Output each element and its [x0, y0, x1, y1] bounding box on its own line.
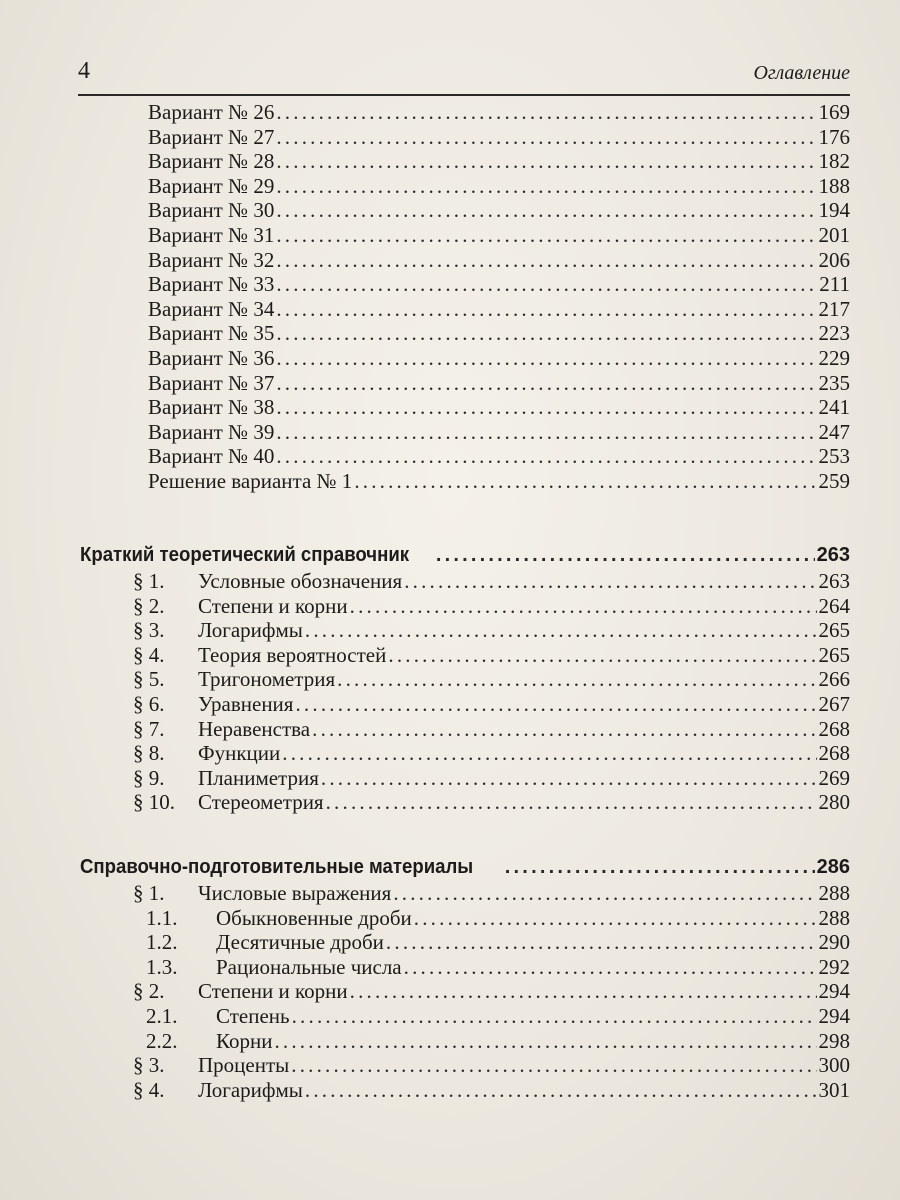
toc-entry-theory[interactable]: [133, 692, 850, 717]
toc-entry-page: 188: [818, 173, 850, 198]
toc-entry-label: Логарифмы: [198, 618, 303, 643]
toc-entry-label: Десятичные дроби: [216, 930, 384, 955]
toc-entry-number: 1.2.: [146, 930, 178, 955]
toc-entry-page: 268: [818, 741, 850, 766]
toc-entry-label: Вариант № 31: [148, 223, 275, 247]
toc-subentry-prep[interactable]: [146, 1004, 850, 1029]
toc-entry-number: 1.1.: [146, 905, 178, 930]
toc-entry-theory[interactable]: [133, 569, 850, 594]
toc-entry-page: 269: [818, 765, 850, 790]
toc-entry-page: 169: [818, 100, 850, 124]
toc-entry-page: 263: [818, 569, 850, 593]
toc-entry-label: Вариант № 26: [148, 100, 275, 124]
dot-leader: [276, 321, 816, 346]
toc-entry-variant[interactable]: [148, 420, 850, 445]
toc-entry-number: § 7.: [133, 716, 165, 741]
toc-entry-number: 1.3.: [146, 954, 178, 979]
toc-entry-label: Рациональные числа: [216, 954, 402, 979]
toc-entry-number: § 2.: [133, 979, 165, 1004]
toc-entry-page: 259: [818, 469, 850, 493]
dot-leader: [337, 667, 816, 692]
toc-entry-label: Уравнения: [198, 692, 294, 716]
toc-entry-page: 235: [818, 370, 850, 395]
toc-entry-label: Неравенства: [198, 716, 311, 741]
dot-leader: [276, 100, 816, 125]
toc-entry-page: 267: [818, 692, 850, 716]
toc-entry-page: 265: [818, 642, 850, 667]
toc-entry-label: Обыкновенные дроби: [216, 905, 412, 930]
toc-entry-label: Условные обозначения: [198, 569, 403, 593]
dot-leader: [321, 766, 817, 791]
toc-subentry-prep[interactable]: [146, 930, 850, 955]
toc-entry-label: Числовые выражения: [198, 881, 392, 905]
toc-entry-number: § 9.: [133, 765, 165, 790]
toc-entry-variant[interactable]: [148, 469, 850, 494]
toc-entry-label: Вариант № 33: [148, 272, 275, 297]
toc-section-prep[interactable]: [80, 856, 850, 879]
toc-entry-page: 176: [818, 124, 850, 149]
page-number: 4: [78, 58, 90, 84]
toc-entry-label: Справочно-подготовительные материалы: [80, 856, 474, 878]
dot-leader: [292, 1004, 817, 1029]
toc-entry-label: Стереометрия: [198, 790, 324, 815]
dot-leader: [276, 395, 816, 420]
toc-entry-number: § 3.: [133, 618, 165, 643]
dot-leader: [276, 297, 816, 322]
toc-entry-page: 211: [819, 272, 850, 297]
dot-leader: [295, 692, 816, 717]
toc-entry-page: 253: [818, 444, 850, 469]
toc-entry-page: 290: [818, 930, 850, 955]
toc-entry-label: Планиметрия: [198, 765, 319, 790]
dot-leader: [404, 569, 816, 594]
dot-leader: [350, 594, 817, 619]
toc-entry-number: 2.1.: [146, 1004, 178, 1028]
toc-entry-variant[interactable]: [148, 248, 850, 273]
toc-entry-page: 288: [818, 905, 850, 930]
toc-entry-label: Вариант № 39: [148, 419, 275, 444]
dot-leader: [276, 125, 816, 150]
toc-entry-theory[interactable]: [133, 594, 850, 619]
dot-leader: [354, 469, 816, 494]
toc-entry-number: § 10.: [133, 790, 175, 815]
toc-section-theory[interactable]: [80, 544, 850, 567]
toc-entry-number: § 4.: [133, 1077, 165, 1102]
toc-entry-theory[interactable]: [133, 643, 850, 668]
dot-leader: [276, 149, 816, 174]
toc-entry-page: 194: [818, 198, 850, 223]
toc-entry-label: Вариант № 32: [148, 247, 275, 272]
toc-entry-page: 241: [818, 395, 850, 420]
dot-leader: [414, 906, 817, 931]
dot-leader: [436, 544, 815, 567]
toc-subentry-prep[interactable]: [146, 906, 850, 931]
toc-entry-variant[interactable]: [148, 223, 850, 248]
dot-leader: [305, 618, 817, 643]
toc-entry-page: 247: [818, 419, 850, 444]
dot-leader: [350, 979, 817, 1004]
toc-entry-variant[interactable]: [148, 174, 850, 199]
toc-entry-theory[interactable]: [133, 766, 850, 791]
toc-entry-label: Тригонометрия: [198, 667, 336, 692]
toc-entry-page: 223: [818, 321, 850, 346]
toc-entry-label: Вариант № 38: [148, 395, 275, 420]
toc-entry-page: 229: [818, 346, 850, 370]
toc-entry-page: 292: [818, 954, 850, 979]
toc-entry-number: 2.2.: [146, 1028, 178, 1053]
toc-entry-label: Степень: [216, 1004, 290, 1028]
running-title: Оглавление: [753, 62, 850, 84]
toc-entry-page: 263: [816, 544, 850, 566]
toc-entry-variant[interactable]: [148, 125, 850, 150]
toc-entry-page: 301: [818, 1077, 850, 1102]
page-header: [78, 52, 850, 96]
dot-leader: [276, 248, 816, 273]
dot-leader: [276, 174, 816, 199]
toc-entry-label: Решение варианта № 1: [148, 469, 353, 493]
toc-entry-label: Корни: [216, 1028, 273, 1053]
dot-leader: [393, 881, 816, 906]
toc-entry-label: Функции: [198, 741, 281, 766]
toc-entry-label: Вариант № 34: [148, 296, 275, 321]
dot-leader: [386, 930, 817, 955]
toc-entry-page: 182: [818, 149, 850, 174]
toc-entry-number: § 6.: [133, 692, 165, 716]
toc-entry-number: § 8.: [133, 741, 165, 766]
toc-entry-page: 264: [818, 593, 850, 618]
toc-entry-prep[interactable]: [133, 979, 850, 1004]
dot-leader: [305, 1078, 817, 1103]
toc-entry-label: Вариант № 30: [148, 198, 275, 223]
toc-entry-page: 288: [818, 881, 850, 905]
toc-entry-label: Вариант № 27: [148, 124, 275, 149]
toc-entry-number: § 3.: [133, 1053, 165, 1078]
dot-leader: [276, 444, 816, 469]
dot-leader: [276, 223, 816, 248]
toc-entry-label: Вариант № 28: [148, 149, 275, 174]
toc-entry-page: 265: [818, 618, 850, 643]
dot-leader: [312, 717, 816, 742]
toc-entry-page: 206: [818, 247, 850, 272]
dot-leader: [276, 420, 816, 445]
toc-entry-page: 201: [818, 223, 850, 247]
toc-entry-variant[interactable]: [148, 395, 850, 420]
toc-entry-number: § 1.: [133, 569, 165, 593]
dot-leader: [326, 790, 817, 815]
dot-leader: [505, 856, 815, 879]
toc-entry-page: 217: [818, 296, 850, 321]
toc-entry-number: § 1.: [133, 881, 165, 905]
toc-entry-theory[interactable]: [133, 717, 850, 742]
toc-entry-page: 280: [818, 790, 850, 815]
toc-entry-page: 286: [816, 856, 850, 878]
toc-entry-prep[interactable]: [133, 1053, 850, 1078]
toc-entry-label: Логарифмы: [198, 1077, 303, 1102]
toc-entry-number: § 4.: [133, 642, 165, 667]
dot-leader: [276, 346, 816, 371]
dot-leader: [282, 741, 816, 766]
toc-entry-label: Проценты: [198, 1053, 290, 1078]
toc-entry-variant[interactable]: [148, 198, 850, 223]
toc-entry-label: Вариант № 29: [148, 173, 275, 198]
dot-leader: [291, 1053, 816, 1078]
dot-leader: [276, 198, 816, 223]
toc-entry-label: Степени и корни: [198, 979, 348, 1004]
dot-leader: [276, 272, 817, 297]
toc-entry-variant[interactable]: [148, 371, 850, 396]
toc-entry-label: Вариант № 36: [148, 346, 275, 370]
dot-leader: [274, 1029, 816, 1054]
toc-entry-page: 300: [818, 1053, 850, 1078]
toc-entry-number: § 5.: [133, 667, 165, 692]
toc-entry-variant[interactable]: [148, 297, 850, 322]
toc-entry-page: 266: [818, 667, 850, 692]
toc-subentry-prep[interactable]: [146, 955, 850, 980]
toc-entry-variant[interactable]: [148, 346, 850, 371]
toc-entry-prep[interactable]: [133, 1078, 850, 1103]
toc-entry-theory[interactable]: [133, 618, 850, 643]
toc-entry-theory[interactable]: [133, 667, 850, 692]
toc-entry-theory[interactable]: [133, 790, 850, 815]
toc-entry-variant[interactable]: [148, 321, 850, 346]
toc-entry-label: Степени и корни: [198, 593, 348, 618]
toc-entry-label: Вариант № 35: [148, 321, 275, 346]
toc-entry-label: Краткий теоретический справочник: [80, 544, 410, 566]
toc-entry-variant[interactable]: [148, 149, 850, 174]
toc-entry-theory[interactable]: [133, 741, 850, 766]
toc-entry-number: § 2.: [133, 593, 165, 618]
toc-entry-variant[interactable]: [148, 444, 850, 469]
toc-entry-page: 298: [818, 1028, 850, 1053]
toc-entry-page: 268: [818, 716, 850, 741]
toc-entry-label: Вариант № 37: [148, 370, 275, 395]
toc-entry-prep[interactable]: [133, 881, 850, 906]
toc-entry-label: Вариант № 40: [148, 444, 275, 469]
dot-leader: [388, 643, 816, 668]
toc-entry-page: 294: [818, 979, 850, 1004]
toc-entry-variant[interactable]: [148, 100, 850, 125]
toc-entry-variant[interactable]: [148, 272, 850, 297]
dot-leader: [404, 955, 817, 980]
toc-subentry-prep[interactable]: [146, 1029, 850, 1054]
dot-leader: [276, 371, 816, 396]
toc-entry-page: 294: [818, 1004, 850, 1028]
toc-entry-label: Теория вероятностей: [198, 642, 387, 667]
